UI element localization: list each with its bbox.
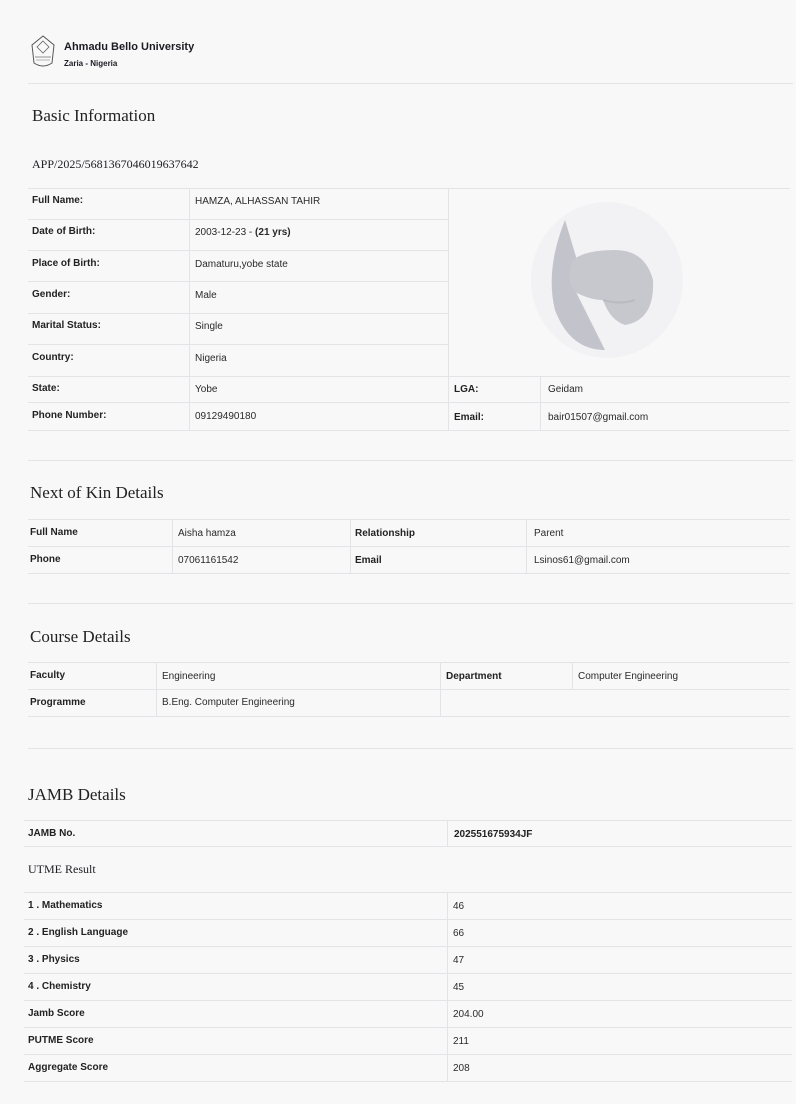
place-of-birth-label: Place of Birth: [32, 258, 100, 269]
country-value: Nigeria [195, 353, 227, 364]
email-label: Email: [454, 412, 485, 423]
kin-phone-label: Phone [30, 554, 61, 565]
university-name: Ahmadu Bello University [64, 41, 195, 53]
kin-email-label: Email [355, 555, 382, 566]
aggregate-score-value: 208 [453, 1063, 470, 1074]
country-label: Country: [32, 352, 74, 363]
university-location: Zaria - Nigeria [64, 59, 118, 68]
dob-date: 2003-12-23 - [195, 227, 256, 238]
dob-value [195, 227, 291, 238]
faculty-value: Engineering [162, 671, 216, 682]
place-of-birth-value: Damaturu,yobe state [195, 259, 288, 270]
course-title: Course Details [30, 627, 131, 646]
kin-name-value: Aisha hamza [178, 528, 236, 539]
kin-relationship-value: Parent [534, 528, 564, 539]
utme-subject-label: 2 . English Language [28, 927, 129, 938]
phone-label: Phone Number: [32, 410, 107, 421]
putme-score-value: 211 [453, 1036, 469, 1047]
jamb-score-label: Jamb Score [28, 1008, 85, 1019]
utme-result-title: UTME Result [28, 862, 96, 876]
utme-subject-label: 4 . Chemistry [28, 981, 91, 992]
utme-subject-label: 3 . Physics [28, 954, 80, 965]
gender-label: Gender: [32, 289, 71, 300]
full-name-value: HAMZA, ALHASSAN TAHIR [195, 196, 321, 207]
kin-name-label: Full Name [30, 527, 78, 538]
dob-age: (21 yrs) [255, 227, 291, 238]
basic-info-title: Basic Information [32, 106, 156, 125]
full-name-label: Full Name: [32, 195, 84, 206]
marital-status-value: Single [195, 321, 223, 332]
programme-value: B.Eng. Computer Engineering [162, 697, 295, 708]
lga-label: LGA: [454, 384, 479, 395]
programme-label: Programme [30, 697, 86, 708]
kin-title: Next of Kin Details [30, 483, 164, 502]
gender-value: Male [195, 290, 217, 301]
jamb-title: JAMB Details [28, 785, 126, 804]
application-number: APP/2025/5681367046019637642 [32, 157, 199, 171]
jamb-score-value: 204.00 [453, 1009, 484, 1020]
kin-email-value: Lsinos61@gmail.com [534, 555, 630, 566]
lga-value: Geidam [548, 384, 584, 395]
state-value: Yobe [195, 384, 218, 395]
passport-photo [525, 200, 690, 362]
aggregate-score-label: Aggregate Score [28, 1062, 109, 1073]
utme-subject-score: 45 [453, 982, 465, 993]
faculty-label: Faculty [30, 670, 66, 681]
jamb-no-label: JAMB No. [28, 828, 76, 839]
utme-subject-score: 47 [453, 955, 465, 966]
department-value: Computer Engineering [578, 671, 679, 682]
marital-status-label: Marital Status: [32, 320, 101, 331]
putme-score-label: PUTME Score [28, 1035, 94, 1046]
kin-relationship-label: Relationship [355, 528, 416, 539]
university-logo [30, 35, 56, 69]
phone-value: 09129490180 [195, 411, 257, 422]
department-label: Department [446, 671, 502, 682]
jamb-no-value: 202551675934JF [454, 829, 533, 840]
kin-phone-value: 07061161542 [178, 555, 239, 566]
utme-subject-label: 1 . Mathematics [28, 900, 103, 911]
utme-subject-score: 66 [453, 928, 465, 939]
utme-subject-score: 46 [453, 901, 465, 912]
dob-label: Date of Birth: [32, 226, 96, 237]
email-value: bair01507@gmail.com [548, 412, 649, 423]
state-label: State: [32, 383, 60, 394]
